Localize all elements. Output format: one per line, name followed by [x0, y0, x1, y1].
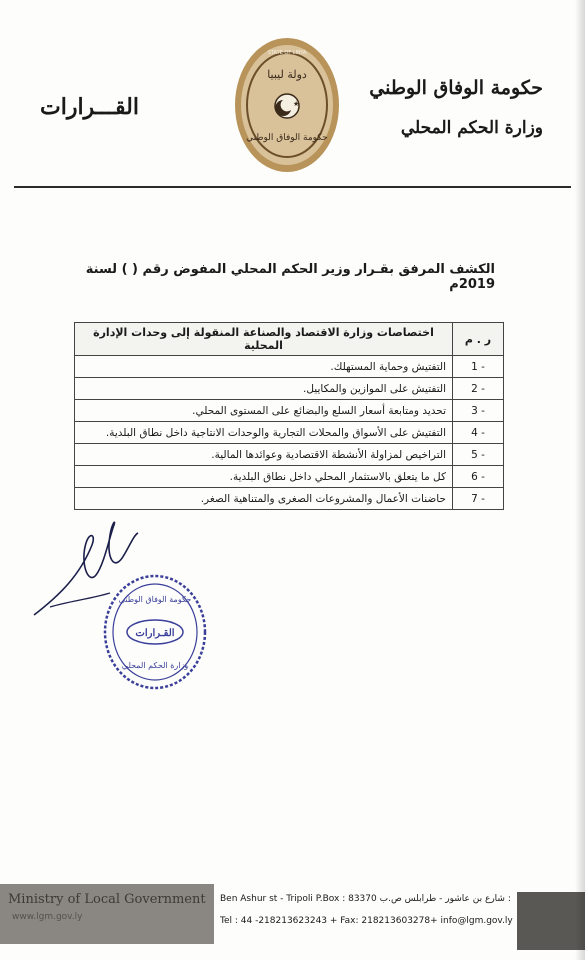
svg-text:وزارة الحكم المحلي: وزارة الحكم المحلي [121, 661, 189, 670]
row-num: 6 - [453, 466, 504, 488]
table-row [75, 466, 504, 488]
government-name: حكومة الوفاق الوطني [369, 77, 543, 99]
competencies-table [74, 322, 504, 510]
table-header-row [75, 323, 504, 356]
svg-text:حكومة الوفاق الوطني: حكومة الوفاق الوطني [118, 595, 192, 604]
decisions-stamp-icon [100, 572, 210, 692]
table-row [75, 488, 504, 510]
table-row [75, 422, 504, 444]
letterhead-footer [0, 884, 585, 944]
svg-text:القـرارات: القـرارات [135, 628, 175, 639]
row-text: التفتيش وحماية المستهلك. [75, 356, 453, 378]
svg-text:★: ★ [293, 100, 300, 108]
section-title: القـــرارات [40, 94, 139, 120]
footer-ministry-block [0, 884, 214, 944]
row-text: التفتيش على الأسواق والمحلات التجارية والوحدات الانتاجية داخل نطاق البلدية. [75, 422, 453, 444]
row-num: 7 - [453, 488, 504, 510]
table-row [75, 378, 504, 400]
row-num: 2 - [453, 378, 504, 400]
footer-ministry-en: Ministry of Local Government [8, 892, 206, 907]
header-government [343, 74, 543, 142]
table-row [75, 356, 504, 378]
header-divider [14, 186, 571, 188]
footer-address: Ben Ashur st - Tripoli P.Box : 83370 شارع بن عاشور - طرابلس ص.ب : [220, 894, 511, 904]
document-title: الكشف المرفق بقـرار وزير الحكم المحلي المفوض رقم ( ) لسنة 2019م [85, 262, 495, 292]
footer-address-block [220, 888, 513, 932]
ministry-name: وزارة الحكم المحلي [400, 118, 543, 138]
table-row [75, 400, 504, 422]
libya-seal-icon [233, 36, 341, 174]
svg-text:حكومة الوفاق الوطني: حكومة الوفاق الوطني [246, 133, 328, 143]
header-text: اختصاصات وزارة الاقتصاد والصناعة المنقولة إلى وحدات الإدارة المحلية [75, 323, 453, 356]
header-num: ر . م [453, 323, 504, 356]
row-text: التفتيش على الموازين والمكاييل. [75, 378, 453, 400]
row-text: كل ما يتعلق بالاستثمار المحلي داخل نطاق البلدية. [75, 466, 453, 488]
svg-text:دولة ليبيا: دولة ليبيا [267, 68, 307, 81]
row-num: 1 - [453, 356, 504, 378]
row-num: 3 - [453, 400, 504, 422]
footer-website: www.lgm.gov.ly [12, 912, 83, 922]
row-num: 4 - [453, 422, 504, 444]
row-text: حاضنات الأعمال والمشروعات الصغرى والمتناهية الصغر. [75, 488, 453, 510]
table-row [75, 444, 504, 466]
page-edge-shadow [575, 0, 585, 960]
row-text: تحديد ومتابعة أسعار السلع والبضائع على المستوى المحلي. [75, 400, 453, 422]
row-num: 5 - [453, 444, 504, 466]
footer-contact: Tel : 44 -218213623243 + Fax: 218213603278+ info@lgm.gov.ly [220, 916, 513, 926]
row-text: التراخيص لمزاولة الأنشطة الاقتصادية وعوائدها المالية. [75, 444, 453, 466]
svg-text:STATE OF LIBYA: STATE OF LIBYA [267, 50, 307, 56]
